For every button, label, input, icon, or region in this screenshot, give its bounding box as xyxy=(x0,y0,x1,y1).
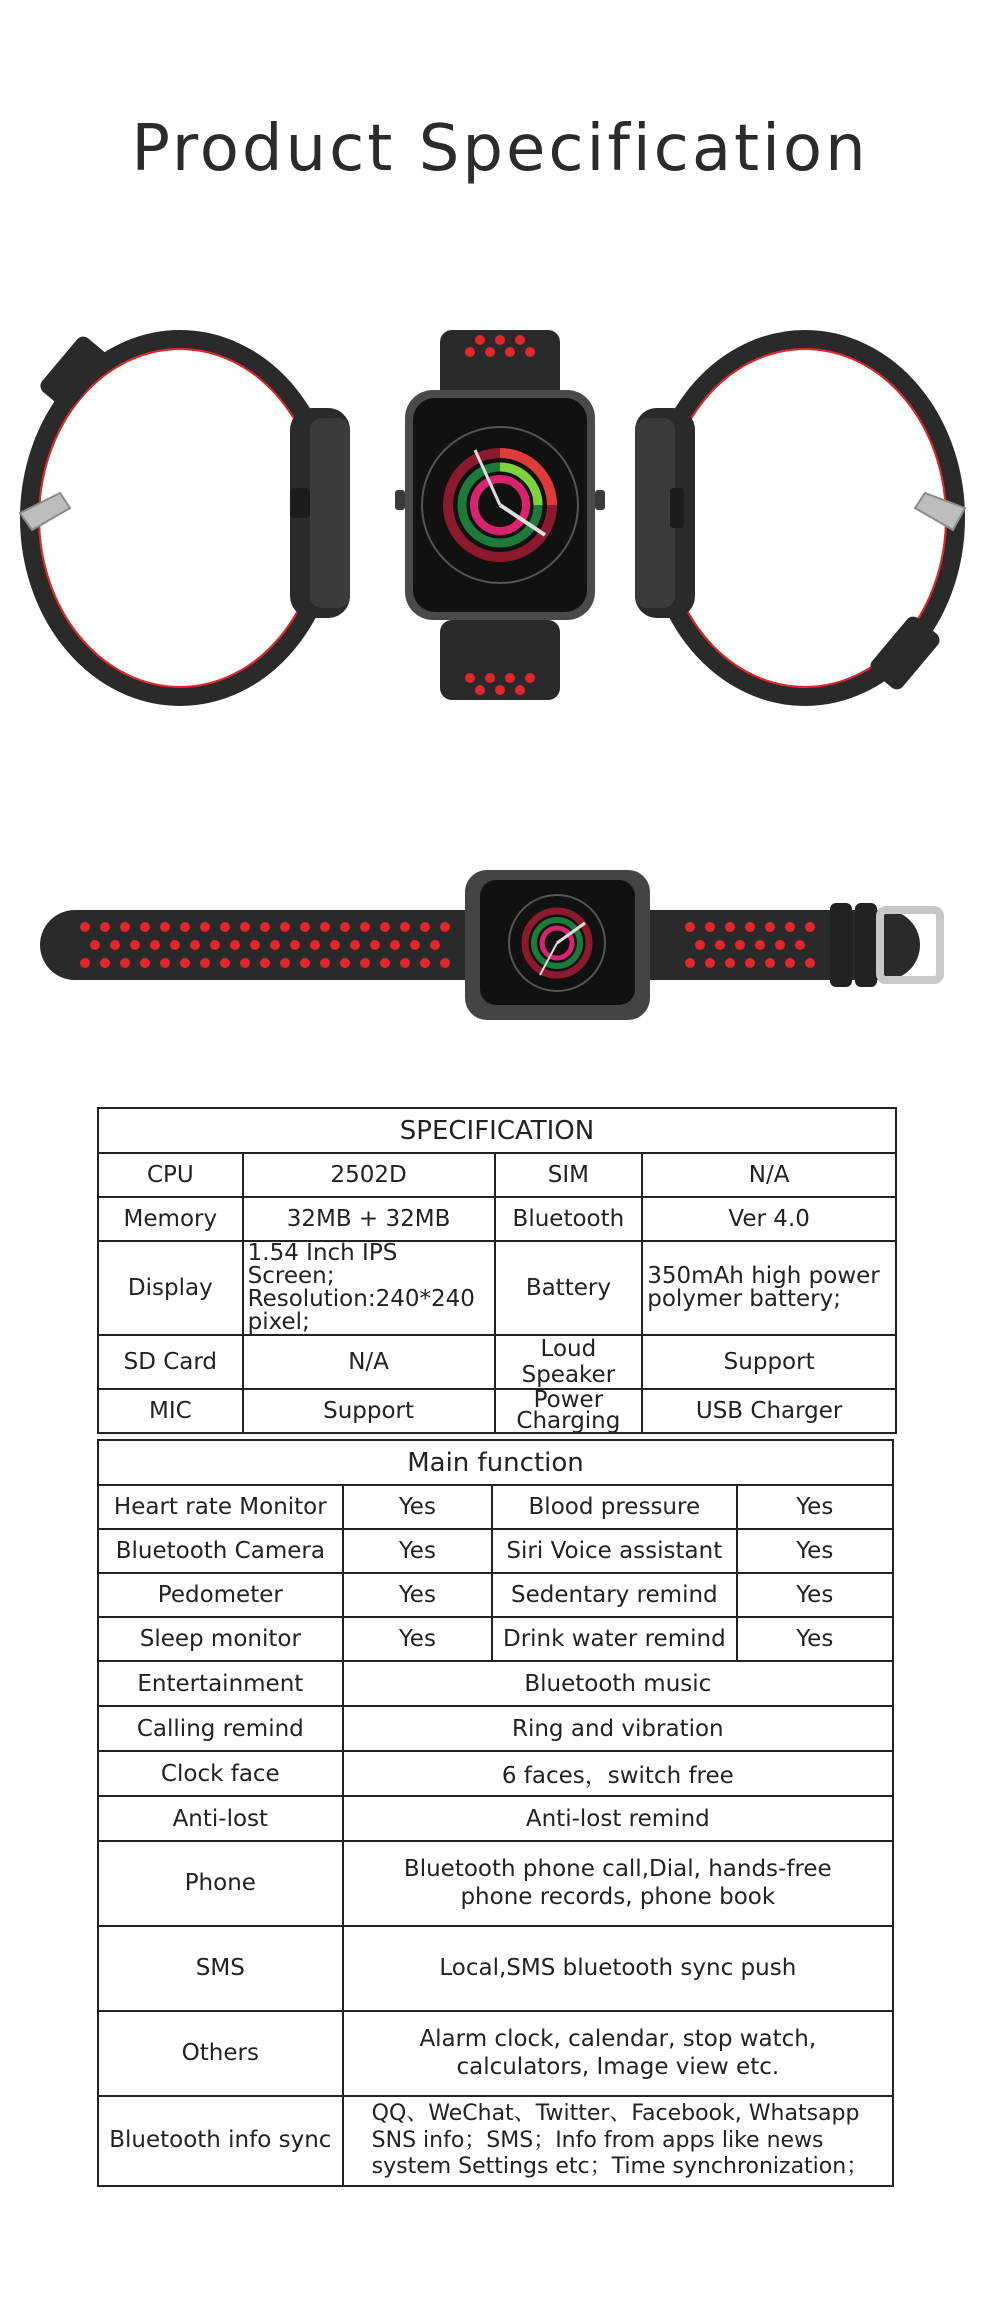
spec-value: 2502D xyxy=(243,1153,495,1197)
spec-value: 1.54 Inch IPS Screen; Resolution:240*240 pixel; xyxy=(243,1241,495,1335)
watch-front-image xyxy=(395,330,605,700)
spec-label: Power Charging xyxy=(495,1389,643,1433)
spec-label: SIM xyxy=(495,1153,643,1197)
function-label: Anti-lost xyxy=(98,1796,343,1841)
specification-table xyxy=(97,1107,897,1434)
function-label: SMS xyxy=(98,1926,343,2011)
function-label: Others xyxy=(98,2011,343,2096)
page-title: Product Specification xyxy=(131,112,869,186)
function-label: Clock face xyxy=(98,1751,343,1796)
spec-label: Bluetooth xyxy=(495,1197,643,1241)
spec-value: Support xyxy=(243,1389,495,1433)
watch-side-left-image xyxy=(10,318,350,713)
main-function-table xyxy=(97,1439,894,2187)
function-value: Yes xyxy=(737,1617,893,1661)
function-value: 6 faces，switch free xyxy=(343,1751,893,1796)
spec-value: N/A xyxy=(642,1153,896,1197)
function-label: Blood pressure xyxy=(492,1485,736,1529)
function-value-line: QQ、WeChat、Twitter、Facebook, Whatsapp xyxy=(371,2101,860,2127)
function-value xyxy=(343,2011,893,2096)
spec-label: MIC xyxy=(98,1389,243,1433)
spec-value: Support xyxy=(642,1335,896,1389)
function-value-line: system Settings etc；Time synchronization； xyxy=(371,2154,869,2180)
spec-value: 350mAh high power polymer battery; xyxy=(642,1241,896,1335)
specification-header: SPECIFICATION xyxy=(98,1108,896,1153)
function-value: Ring and vibration xyxy=(343,1706,893,1751)
function-value: Local,SMS bluetooth sync push xyxy=(343,1926,893,2011)
function-value-line: Alarm clock, calendar, stop watch, xyxy=(419,2025,817,2052)
spec-label: SD Card xyxy=(98,1335,243,1389)
function-label: Phone xyxy=(98,1841,343,1926)
function-value xyxy=(343,1841,893,1926)
function-value-line: SNS info；SMS；Info from apps like news xyxy=(371,2127,824,2153)
function-label: Bluetooth Camera xyxy=(98,1529,343,1573)
spec-value: Ver 4.0 xyxy=(642,1197,896,1241)
function-value: Anti-lost remind xyxy=(343,1796,893,1841)
function-value: Yes xyxy=(343,1573,492,1617)
spec-value: 32MB + 32MB xyxy=(243,1197,495,1241)
watch-flat-image xyxy=(40,865,960,1025)
watch-side-right-image xyxy=(635,318,975,713)
function-value: Yes xyxy=(737,1573,893,1617)
function-value-line: calculators, Image view etc. xyxy=(456,2053,780,2080)
spec-label: Memory xyxy=(98,1197,243,1241)
function-label: Heart rate Monitor xyxy=(98,1485,343,1529)
function-label: Calling remind xyxy=(98,1706,343,1751)
function-value: Bluetooth music xyxy=(343,1661,893,1706)
function-label: Bluetooth info sync xyxy=(98,2096,343,2186)
function-label: Sedentary remind xyxy=(492,1573,736,1617)
spec-value: N/A xyxy=(243,1335,495,1389)
function-value: Yes xyxy=(737,1485,893,1529)
function-value: Yes xyxy=(343,1617,492,1661)
spec-label: Display xyxy=(98,1241,243,1335)
function-label: Pedometer xyxy=(98,1573,343,1617)
function-label: Entertainment xyxy=(98,1661,343,1706)
function-value-line: Bluetooth phone call,Dial, hands-free xyxy=(403,1855,832,1882)
function-value xyxy=(343,2096,893,2186)
spec-value: USB Charger xyxy=(642,1389,896,1433)
spec-label: CPU xyxy=(98,1153,243,1197)
function-value-line: phone records, phone book xyxy=(460,1883,776,1910)
function-label: Siri Voice assistant xyxy=(492,1529,736,1573)
function-value: Yes xyxy=(343,1529,492,1573)
function-label: Sleep monitor xyxy=(98,1617,343,1661)
function-label: Drink water remind xyxy=(492,1617,736,1661)
spec-label: Battery xyxy=(495,1241,643,1335)
function-value: Yes xyxy=(737,1529,893,1573)
main-function-header: Main function xyxy=(98,1440,893,1485)
function-value: Yes xyxy=(343,1485,492,1529)
spec-label: Loud Speaker xyxy=(495,1335,643,1389)
